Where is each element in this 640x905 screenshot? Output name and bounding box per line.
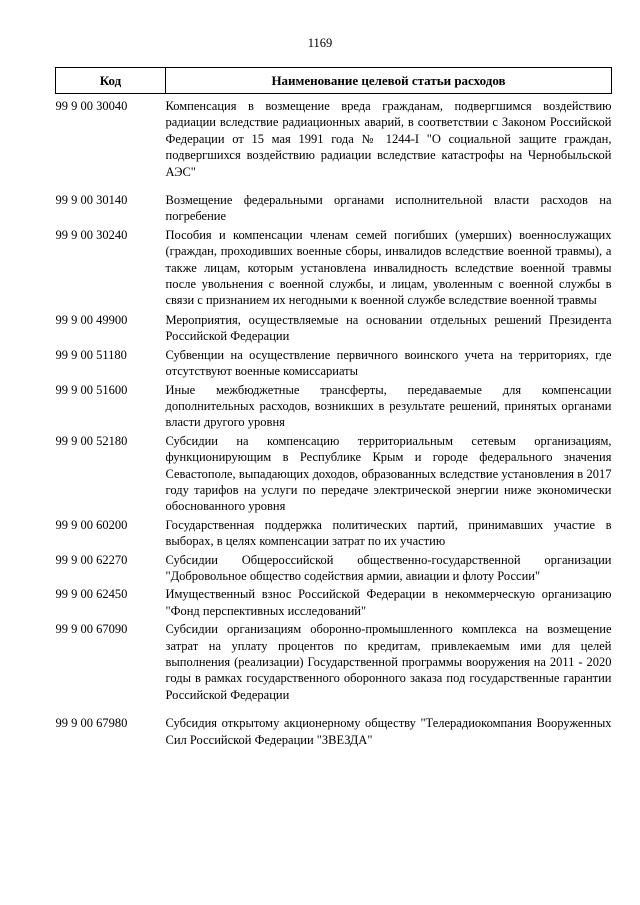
- row-code: 99 9 00 67090: [55, 622, 128, 637]
- row-name: Субсидия открытому акционерному обществу "Телерадиокомпания Вооруженных Сил Российской Федерации "ЗВЕЗДА": [165, 716, 612, 747]
- row-name: Возмещение федеральными органами исполнительной власти расходов на погребение: [165, 193, 612, 224]
- table-row: [56, 347, 612, 382]
- row-name: Субсидии организациям оборонно-промышленного комплекса на возмещение затрат на уплату процентов по кредитам, привлекаемым ими для целей выполнения (реализации) Государственной программы вооружения на 2011 - 2020 годы в рамках государственного оборонного заказа под государственные гарантии Российской Федерации: [165, 622, 612, 702]
- row-code: 99 9 00 62270: [55, 552, 128, 567]
- row-name: Имущественный взнос Российской Федерации в некоммерческую организацию "Фонд перспективных исследований": [165, 587, 612, 618]
- row-code: 99 9 00 51180: [55, 347, 127, 362]
- table-row: [56, 586, 612, 621]
- row-code: 99 9 00 30140: [55, 193, 128, 208]
- row-code: 99 9 00 30040: [55, 99, 128, 113]
- budget-codes-table: [55, 67, 612, 748]
- row-code: 99 9 00 62450: [55, 587, 128, 602]
- table-row: [56, 382, 612, 433]
- row-code: 99 9 00 51600: [55, 382, 128, 397]
- page-number: 1169: [307, 36, 333, 50]
- row-code: 99 9 00 49900: [55, 312, 128, 327]
- row-name: Субвенции на осуществление первичного воинского учета на территориях, где отсутствуют военные комиссариаты: [165, 347, 612, 379]
- table-row: [56, 552, 612, 587]
- row-name: Компенсация в возмещение вреда гражданам, подвергшимся воздействию радиации вследствие радиационных аварий, в соответствии с Законом Российской Федерации от 15 мая 1991 года № 1244-I "О социальной защите граждан, подвергшихся воздействию радиации вследствие катастрофы на Чернобыльской АЭС": [165, 99, 612, 179]
- row-code: 99 9 00 60200: [55, 517, 128, 532]
- table-row: [56, 715, 612, 748]
- row-code: 99 9 00 52180: [55, 433, 128, 448]
- row-name: Субсидии Общероссийской общественно-государственной организации "Добровольное общество содействия армии, авиации и флоту России": [165, 552, 612, 583]
- table-row: [56, 192, 612, 227]
- row-code: 99 9 00 30240: [55, 227, 128, 242]
- table-row: [56, 227, 612, 312]
- table-row: [56, 312, 612, 347]
- row-code: 99 9 00 67980: [55, 716, 128, 731]
- table-header-row: [56, 68, 612, 94]
- column-header-code: Код: [56, 68, 166, 94]
- column-header-name: Наименование целевой статьи расходов: [166, 68, 612, 94]
- row-name: Иные межбюджетные трансферты, передаваемые для компенсации дополнительных расходов, возникших в результате решений, принятых органами власти другого уровня: [165, 382, 612, 430]
- row-name: Государственная поддержка политических партий, принимавших участие в выборах, в целях компенсации затрат по их участию: [165, 517, 612, 549]
- table-row: [56, 621, 612, 715]
- row-name: Мероприятия, осуществляемые на основании отдельных решений Президента Российской Федерации: [165, 312, 612, 344]
- row-name: Пособия и компенсации членам семей погибших (умерших) военнослужащих (граждан, проходивших военные сборы, инвалидов вследствие военной травмы), а также лицам, которым установлена инвалидность вследствие военной травмы после увольнения с военной службы, и лицам, уволенным с военной службы в связи с признанием их негодными к военной службе вследствие военной травмы: [165, 227, 612, 308]
- table-row: [56, 94, 612, 193]
- table-row: [56, 433, 612, 517]
- table-row: [56, 517, 612, 552]
- row-name: Субсидии на компенсацию территориальным сетевым организациям, функционирующим в Республике Крым и городе федерального значения Севастополе, выпадающих доходов, образованных вследствие установления в 2017 году тарифов на услуги по передаче электрической энергии ниже экономически обоснованного уровня: [165, 433, 612, 514]
